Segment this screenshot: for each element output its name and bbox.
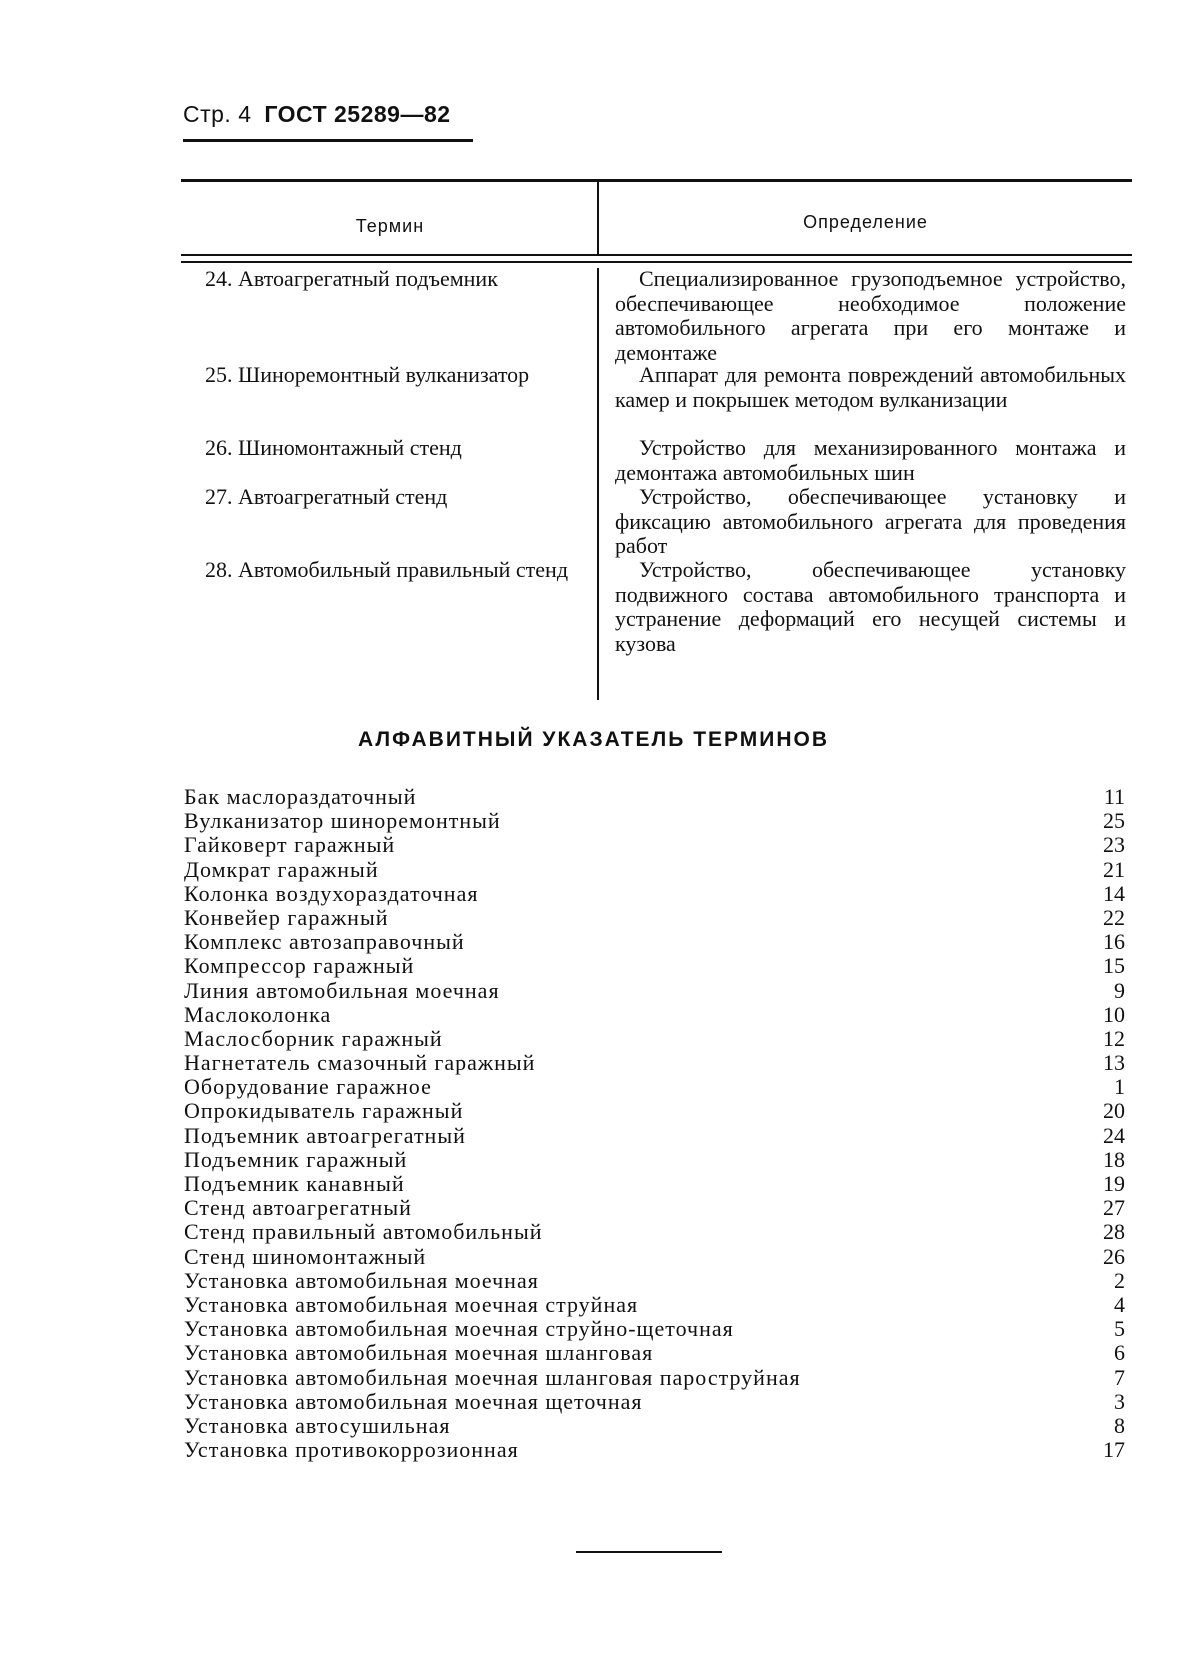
index-term: Стенд правильный автомобильный (184, 1219, 543, 1245)
header-line (183, 101, 473, 128)
index-item (184, 1075, 1125, 1099)
index-number: 22 (1103, 904, 1125, 930)
index-term: Домкрат гаражный (184, 856, 379, 882)
index-item (184, 833, 1125, 857)
index-term: Стенд шиномонтажный (184, 1243, 427, 1269)
index-number: 8 (1114, 1412, 1125, 1438)
index-number: 3 (1114, 1388, 1125, 1414)
index-number: 9 (1114, 977, 1125, 1003)
index-number: 18 (1103, 1146, 1125, 1172)
alphabetical-index (184, 785, 1125, 1462)
index-title: АЛФАВИТНЫЙ УКАЗАТЕЛЬ ТЕРМИНОВ (357, 728, 830, 751)
standard-number: ГОСТ 25289—82 (264, 101, 451, 127)
index-term: Маслоколонка (184, 1001, 332, 1027)
index-term: Опрокидыватель гаражный (184, 1098, 464, 1124)
index-term: Гайковерт гаражный (184, 832, 396, 858)
index-item (184, 858, 1125, 882)
index-term: Установка автомобильная моечная шланговая (184, 1340, 654, 1366)
index-item (184, 930, 1125, 954)
index-item (184, 809, 1125, 833)
index-item (184, 1051, 1125, 1075)
header-rule (183, 139, 473, 142)
header-double-rule (181, 254, 1132, 263)
index-number: 5 (1114, 1316, 1125, 1342)
index-term: Линия автомобильная моечная (184, 977, 500, 1003)
index-number: 13 (1103, 1050, 1125, 1076)
index-number: 19 (1103, 1171, 1125, 1196)
index-item (184, 882, 1125, 906)
index-number: 12 (1103, 1025, 1125, 1051)
column-divider (597, 182, 599, 254)
term-cell: 27. Автоагрегатный стенд (205, 484, 448, 509)
column-header-definition: Определение (803, 212, 928, 232)
terms-table (181, 179, 1132, 656)
index-term: Оборудование гаражное (184, 1074, 432, 1100)
index-number: 15 (1103, 953, 1125, 979)
index-item (184, 1269, 1125, 1293)
index-item (184, 906, 1125, 930)
index-number: 26 (1103, 1243, 1125, 1269)
index-term: Стенд автоагрегатный (184, 1195, 412, 1221)
index-term: Установка автосушильная (184, 1412, 451, 1438)
index-term: Подъемник канавный (184, 1171, 405, 1196)
index-number: 2 (1114, 1267, 1125, 1293)
index-number: 27 (1103, 1195, 1125, 1221)
definition-cell: Специализированное грузоподъемное устройство, обеспечивающее необходимое положение автомобильного агрегата при его монтаже и демонтаже (615, 266, 1126, 365)
index-item (184, 1148, 1125, 1172)
index-term: Установка противокоррозионная (184, 1437, 519, 1463)
page-number: Стр. 4 (183, 101, 252, 127)
term-cell: 28. Автомобильный правильный стенд (205, 557, 569, 582)
definition-cell: Устройство, обеспечивающее установку подвижного состава автомобильного транспорта и устранение деформаций его несущей системы и кузова (615, 557, 1126, 656)
column-header-term: Термин (355, 216, 425, 236)
index-item (184, 979, 1125, 1003)
index-number: 20 (1103, 1098, 1125, 1124)
index-item (184, 1172, 1125, 1196)
term-cell: 24. Автоагрегатный подъемник (205, 266, 498, 291)
index-term: Подъемник гаражный (184, 1146, 408, 1172)
index-item (184, 1366, 1125, 1390)
index-item (184, 1220, 1125, 1244)
index-term: Компрессор гаражный (184, 953, 415, 979)
index-item (184, 1293, 1125, 1317)
index-number: 25 (1103, 808, 1125, 834)
index-item (184, 1245, 1125, 1269)
index-number: 24 (1103, 1122, 1125, 1148)
page-header (183, 101, 473, 142)
index-item (184, 954, 1125, 978)
index-item (184, 1124, 1125, 1148)
index-number: 11 (1103, 784, 1125, 809)
term-cell: 25. Шиноремонтный вулканизатор (205, 362, 530, 387)
index-item (184, 1317, 1125, 1341)
definition-cell: Устройство для механизированного монтажа и демонтажа автомобильных шин (615, 435, 1126, 485)
index-number: 21 (1103, 856, 1125, 882)
index-number: 17 (1103, 1437, 1125, 1463)
index-number: 7 (1114, 1364, 1125, 1390)
index-number: 28 (1103, 1219, 1125, 1245)
index-term: Установка автомобильная моечная струйная (184, 1291, 639, 1317)
index-term: Вулканизатор шиноремонтный (184, 808, 501, 834)
index-term: Колонка воздухораздаточная (184, 880, 479, 906)
index-item (184, 785, 1125, 809)
index-item (184, 1027, 1125, 1051)
index-term: Нагнетатель смазочный гаражный (184, 1050, 536, 1076)
index-number: 1 (1114, 1074, 1125, 1100)
index-item (184, 1438, 1125, 1462)
term-cell: 26. Шиномонтажный стенд (205, 435, 462, 460)
index-item (184, 1414, 1125, 1438)
index-number: 23 (1103, 832, 1125, 858)
index-item (184, 1196, 1125, 1220)
index-number: 10 (1103, 1001, 1125, 1027)
index-item (184, 1003, 1125, 1027)
definition-cell: Устройство, обеспечивающее установку и фиксацию автомобильного агрегата для проведения работ (615, 484, 1126, 558)
index-number: 16 (1103, 929, 1125, 955)
index-term: Установка автомобильная моечная щеточная (184, 1388, 643, 1414)
index-number: 6 (1114, 1340, 1125, 1366)
index-term: Комплекс автозаправочный (184, 929, 465, 955)
index-number: 4 (1114, 1291, 1125, 1317)
index-term: Маслосборник гаражный (184, 1025, 443, 1051)
index-term: Конвейер гаражный (184, 904, 389, 930)
column-divider (597, 268, 599, 700)
definition-cell: Аппарат для ремонта повреждений автомобильных камер и покрышек методом вулканизации (615, 362, 1126, 412)
index-term: Установка автомобильная моечная (184, 1267, 539, 1293)
index-term: Установка автомобильная моечная струйно-щеточная (184, 1316, 734, 1342)
index-number: 14 (1103, 880, 1125, 906)
index-term: Установка автомобильная моечная шланговая пароструйная (184, 1364, 801, 1390)
footer-rule (576, 1551, 722, 1553)
index-item (184, 1099, 1125, 1123)
index-term: Подъемник автоагрегатный (184, 1122, 466, 1148)
index-term: Бак маслораздаточный (184, 784, 417, 809)
index-item (184, 1341, 1125, 1365)
index-item (184, 1390, 1125, 1414)
table-header (181, 182, 1132, 254)
